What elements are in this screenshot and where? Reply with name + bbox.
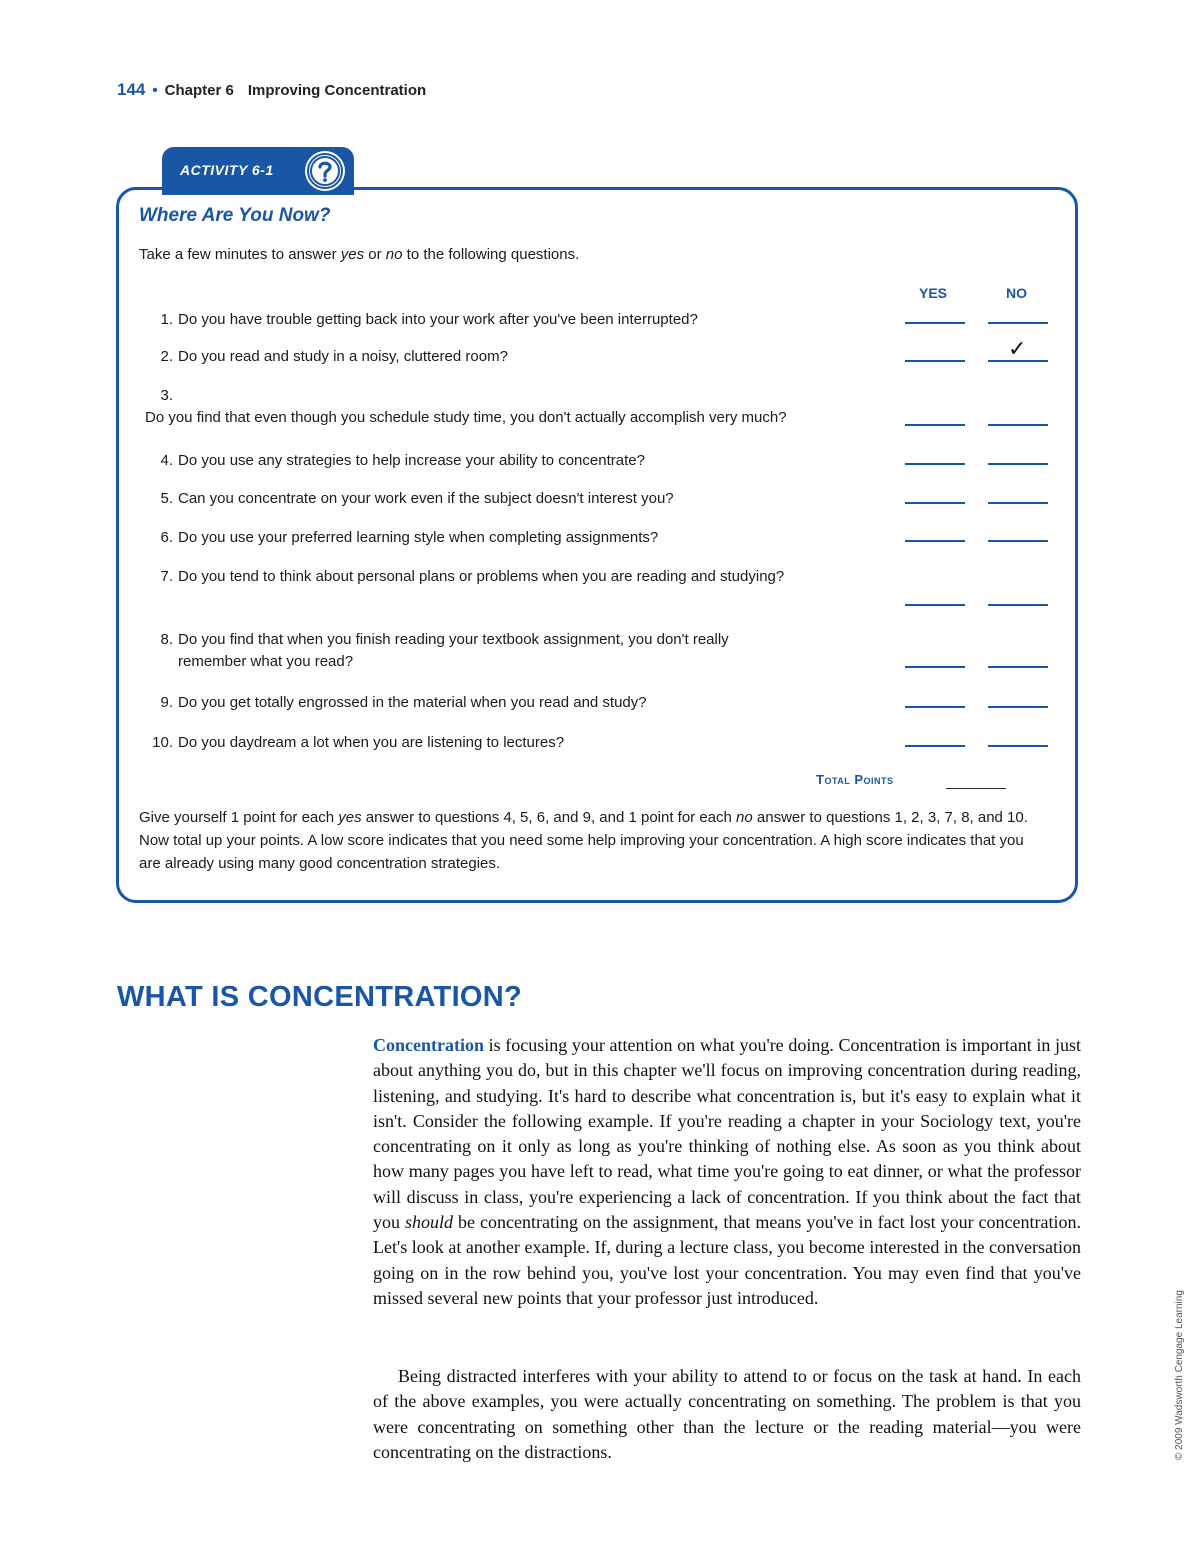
intro-yes: yes: [340, 246, 365, 263]
answer-yes-line[interactable]: [905, 540, 965, 542]
answer-no-line[interactable]: [988, 502, 1048, 504]
question-mark-icon: [307, 153, 343, 189]
chapter-title: Improving Concentration: [247, 82, 427, 99]
answer-no-line[interactable]: [988, 463, 1048, 465]
answer-no-line[interactable]: [988, 424, 1048, 426]
question-item: [145, 692, 865, 714]
check-mark-icon: ✓: [1008, 336, 1027, 361]
question-text: Can you concentrate on your work even if the subject doesn't interest you?: [178, 490, 674, 507]
answer-yes-line[interactable]: [905, 322, 965, 324]
total-points-line[interactable]: [946, 788, 1006, 789]
question-number: 3.: [160, 387, 173, 404]
question-item: [145, 346, 865, 368]
answer-no-line[interactable]: [988, 540, 1048, 542]
answer-yes-line[interactable]: [905, 666, 965, 668]
answer-yes-line[interactable]: [905, 745, 965, 747]
question-item: [145, 488, 865, 510]
question-text: Do you find that even though you schedule study time, you don't actually accomplish very much?: [145, 409, 787, 426]
question-text: Do you tend to think about personal plans or problems when you are reading and studying?: [178, 568, 785, 585]
question-number: 2.: [160, 348, 173, 365]
question-text: Do you get totally engrossed in the material when you read and study?: [178, 694, 647, 711]
no-column-header: NO: [1006, 285, 1027, 301]
question-number: 7.: [160, 568, 173, 585]
scoring-text: Give yourself 1 point for each: [139, 809, 339, 826]
answer-no-line[interactable]: [988, 745, 1048, 747]
scoring-text: answer to questions 4, 5, 6, and 9, and 1 point for each: [361, 809, 737, 826]
activity-tab: [162, 147, 354, 195]
question-number: 5.: [160, 490, 173, 507]
activity-label: ACTIVITY 6-1: [180, 162, 274, 178]
answer-yes-line[interactable]: [905, 706, 965, 708]
question-item: [145, 629, 865, 673]
key-term: Concentration: [373, 1035, 484, 1055]
question-number: 4.: [160, 452, 173, 469]
intro-text-end: to the following questions.: [402, 246, 580, 263]
answer-no-line[interactable]: [988, 666, 1048, 668]
question-number: 8.: [160, 631, 173, 648]
question-item: [145, 527, 865, 549]
total-points-label: Total Points: [816, 772, 894, 787]
answer-yes-line[interactable]: [905, 424, 965, 426]
question-number: 1.: [160, 311, 173, 328]
question-item: [145, 450, 865, 472]
answer-yes-line[interactable]: [905, 360, 965, 362]
page-number: 144: [117, 80, 146, 99]
question-item: [145, 385, 865, 429]
question-text: Do you find that when you finish reading your textbook assignment, you don't really remember what you read?: [178, 631, 729, 670]
question-text: Do you use your preferred learning style when completing assignments?: [178, 529, 659, 546]
scoring-text: answer to questions 1, 2, 3, 7, 8, and 10. Now total up your points. A low score indicates that you need some help improving your concentration. A high score indicates that you are already using many good concentration strategies.: [139, 809, 1028, 872]
paragraph-text: is focusing your attention on what you're doing. Concentration is important in just about anything you do, but in this chapter we'll focus on improving concentration during reading, listening, and studying. It's hard to describe what concentration is, but it's easy to explain what it isn't. Consider the following example. If you're reading a chapter in your Sociology text, you're concentrating on it only as long as you're thinking of nothing else. As soon as you think about how many pages you have left to read, what time you're going to eat dinner, or what the professor will discuss in class, you're experiencing a lack of concentration. If you think about the fact that you: [373, 1035, 1081, 1233]
activity-title: Where Are You Now?: [139, 205, 331, 226]
scoring-yes: yes: [338, 809, 362, 826]
answer-no-line[interactable]: [988, 604, 1048, 606]
scoring-no: no: [736, 809, 753, 826]
chapter-label: Chapter 6: [164, 82, 234, 99]
question-text: Do you daydream a lot when you are listening to lectures?: [178, 734, 565, 751]
question-number: 6.: [160, 529, 173, 546]
answer-no-line[interactable]: [988, 322, 1048, 324]
scoring-instructions: [139, 806, 1049, 875]
yes-column-header: YES: [919, 285, 948, 301]
running-header: [117, 80, 426, 100]
question-item: [145, 566, 865, 588]
question-number: 9.: [160, 694, 173, 711]
question-text: Do you have trouble getting back into your work after you've been interrupted?: [178, 311, 698, 328]
emphasis-text: should: [405, 1212, 454, 1233]
question-number: 10.: [152, 734, 173, 751]
copyright-notice: © 2009 Wadsworth Cengage Learning: [1174, 1290, 1185, 1460]
question-item: [145, 309, 865, 331]
activity-intro: [139, 246, 579, 263]
answer-no-line[interactable]: [988, 706, 1048, 708]
body-paragraph: Being distracted interferes with your ability to attend to or focus on the task at hand. In each of the above examples, you were actually concentrating on something. The problem is that you were concentrating on something other than the lecture or the reading material—you were concentrating on the distractions.: [373, 1366, 1081, 1462]
paragraph-text: be concentrating on the assignment, that means you've in fact lost your concentration. Let's look at another example. If, during a lecture class, you become interested in the conversation going on in the row behind you, you've lost your concentration. You may even find that you've missed several new points that your professor just introduced.: [373, 1212, 1082, 1308]
header-bullet: •: [152, 82, 158, 99]
answer-yes-line[interactable]: [905, 502, 965, 504]
intro-or: or: [364, 246, 386, 263]
answer-yes-line[interactable]: [905, 604, 965, 606]
body-paragraph: [373, 1033, 1081, 1311]
question-item: [145, 732, 865, 754]
section-heading: WHAT IS CONCENTRATION?: [117, 981, 523, 1013]
intro-no: no: [385, 246, 403, 263]
question-text: Do you read and study in a noisy, cluttered room?: [178, 348, 508, 365]
answer-yes-line[interactable]: [905, 463, 965, 465]
intro-text: Take a few minutes to answer: [139, 246, 341, 263]
question-text: Do you use any strategies to help increase your ability to concentrate?: [178, 452, 645, 469]
